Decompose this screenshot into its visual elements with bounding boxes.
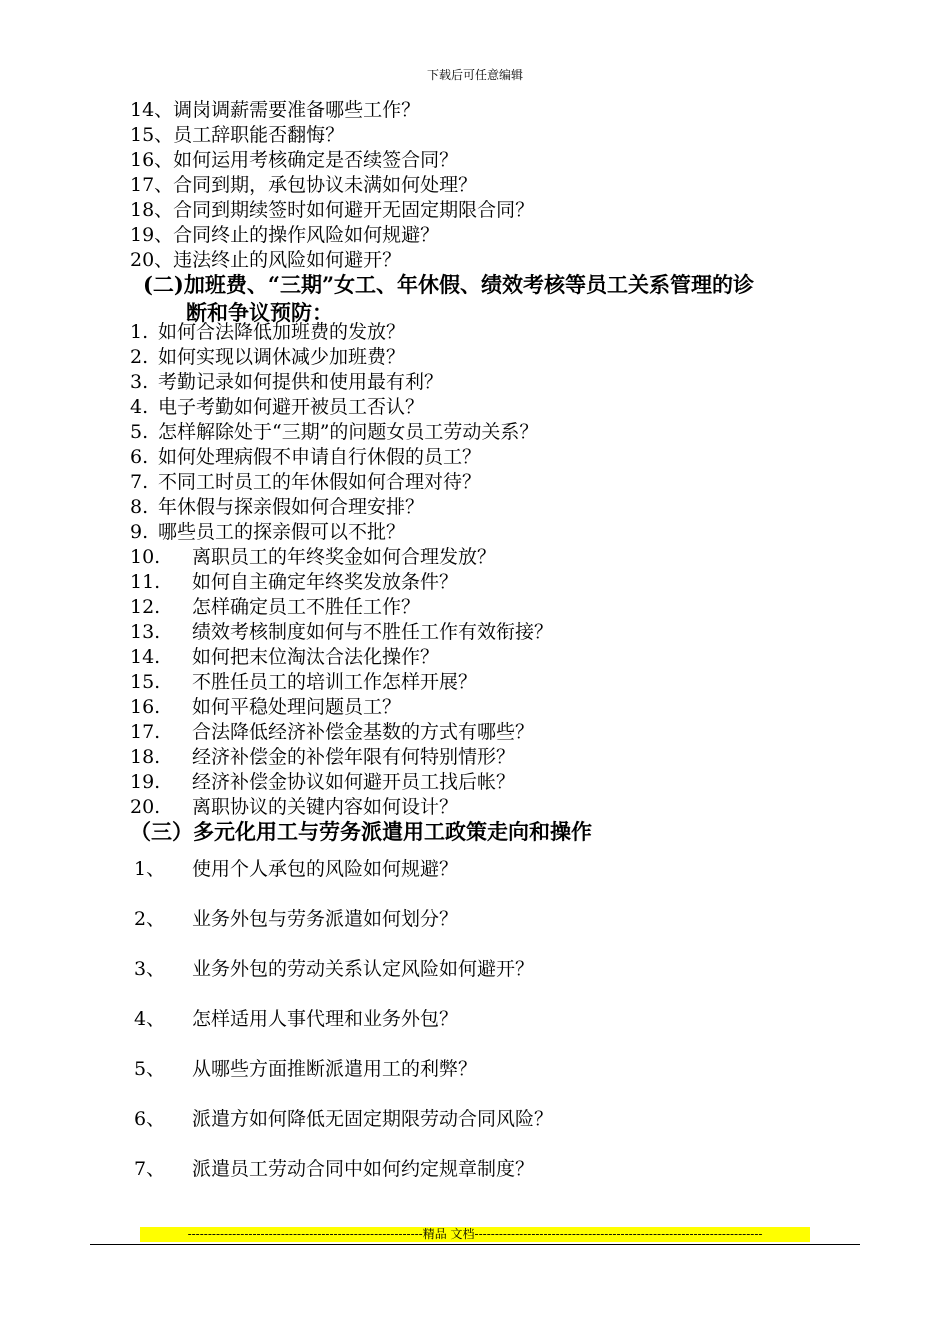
item-number: 8.	[130, 496, 149, 518]
section1-list	[130, 98, 890, 273]
item-text: 如何处理病假不申请自行休假的员工？	[158, 446, 482, 468]
list-item: 14、调岗调薪需要准备哪些工作？	[130, 99, 421, 121]
item-text: 考勤记录如何提供和使用最有利？	[158, 371, 444, 393]
item-number: 7、	[134, 1158, 166, 1180]
item-number: 5、	[134, 1058, 166, 1080]
section3-list	[130, 857, 890, 1207]
item-text: 绩效考核制度如何与不胜任工作有效衔接？	[192, 621, 554, 643]
footer-divider	[90, 1244, 860, 1245]
item-number: 11.	[130, 571, 161, 593]
item-number: 19.	[130, 771, 161, 793]
list-item	[130, 570, 890, 595]
list-item	[130, 745, 890, 770]
list-item	[130, 620, 890, 645]
list-item	[130, 720, 890, 745]
section2-heading-line1: (二)加班费、“三期”女工、年休假、绩效考核等员工关系管理的诊	[143, 272, 755, 297]
list-item	[130, 345, 890, 370]
item-text: 不胜任员工的培训工作怎样开展？	[192, 671, 478, 693]
item-text: 经济补偿金的补偿年限有何特别情形？	[192, 746, 516, 768]
list-item: 17、合同到期，承包协议未满如何处理？	[130, 174, 478, 196]
item-text: 业务外包与劳务派遣如何划分？	[192, 908, 459, 930]
item-text: 派遣员工劳动合同中如何约定规章制度？	[192, 1158, 535, 1180]
list-item: 15、员工辞职能否翻悔？	[130, 124, 345, 146]
item-text: 不同工时员工的年休假如何合理对待？	[158, 471, 482, 493]
section2-heading-line2: 断和争议预防：	[186, 300, 333, 325]
item-number: 3、	[134, 958, 166, 980]
item-number: 12.	[130, 596, 161, 618]
item-number: 9.	[130, 521, 149, 543]
item-number: 4、	[134, 1008, 166, 1030]
section2-heading	[143, 271, 883, 327]
item-number: 2、	[134, 908, 166, 930]
item-text: 如何实现以调休减少加班费？	[158, 346, 406, 368]
list-item	[130, 420, 890, 445]
item-text: 怎样适用人事代理和业务外包？	[192, 1008, 459, 1030]
item-text: 如何把末位淘汰合法化操作？	[192, 646, 440, 668]
item-text: 经济补偿金协议如何避开员工找后帐？	[192, 771, 516, 793]
list-item	[130, 1057, 890, 1107]
list-item	[130, 370, 890, 395]
section2-list	[130, 320, 890, 820]
list-item: 19、合同终止的操作风险如何规避？	[130, 224, 440, 246]
list-item	[130, 957, 890, 1007]
item-number: 1、	[134, 858, 166, 880]
header-note: 下载后可任意编辑	[426, 68, 523, 82]
list-item	[130, 495, 890, 520]
item-text: 离职员工的年终奖金如何合理发放？	[192, 546, 497, 568]
list-item	[130, 770, 890, 795]
item-number: 6.	[130, 446, 149, 468]
item-text: 怎样确定员工不胜任工作？	[192, 596, 421, 618]
list-item	[130, 445, 890, 470]
item-text: 如何平稳处理问题员工？	[192, 696, 402, 718]
list-item	[130, 670, 890, 695]
item-text: 合法降低经济补偿金基数的方式有哪些？	[192, 721, 535, 743]
item-number: 7.	[130, 471, 149, 493]
item-text: 离职协议的关键内容如何设计？	[192, 796, 459, 818]
list-item	[130, 320, 890, 345]
item-number: 18.	[130, 746, 161, 768]
section3-heading: （三）多元化用工与劳务派遣用工政策走向和操作	[130, 819, 592, 844]
list-item: 16、如何运用考核确定是否续签合同？	[130, 149, 459, 171]
list-item	[130, 857, 890, 907]
list-item: 20、违法终止的风险如何避开？	[130, 249, 402, 271]
item-number: 20.	[130, 796, 161, 818]
item-text: 从哪些方面推断派遣用工的利弊？	[192, 1058, 478, 1080]
item-number: 3.	[130, 371, 149, 393]
list-item	[130, 395, 890, 420]
item-text: 如何自主确定年终奖发放条件？	[192, 571, 459, 593]
item-number: 1.	[130, 321, 149, 343]
item-number: 13.	[130, 621, 161, 643]
list-item	[130, 907, 890, 957]
item-text: 使用个人承包的风险如何规避？	[192, 858, 459, 880]
item-text: 如何合法降低加班费的发放？	[158, 321, 406, 343]
list-item	[130, 795, 890, 820]
list-item	[130, 1157, 890, 1207]
item-text: 怎样解除处于“三期”的问题女员工劳动关系？	[158, 421, 539, 443]
item-number: 10.	[130, 546, 161, 568]
list-item	[130, 595, 890, 620]
item-number: 15.	[130, 671, 161, 693]
footer-band: ----------------------------------------------------------精品 文档-----------------------------------------------------------------------	[140, 1227, 810, 1242]
item-number: 16.	[130, 696, 161, 718]
item-number: 5.	[130, 421, 149, 443]
list-item: 18、合同到期续签时如何避开无固定期限合同？	[130, 199, 535, 221]
item-text: 年休假与探亲假如何合理安排？	[158, 496, 425, 518]
item-number: 2.	[130, 346, 149, 368]
list-item	[130, 1107, 890, 1157]
item-number: 14.	[130, 646, 161, 668]
list-item	[130, 695, 890, 720]
list-item	[130, 545, 890, 570]
list-item	[130, 470, 890, 495]
list-item	[130, 520, 890, 545]
list-item	[130, 645, 890, 670]
item-number: 17.	[130, 721, 161, 743]
item-number: 4.	[130, 396, 149, 418]
item-text: 业务外包的劳动关系认定风险如何避开？	[192, 958, 535, 980]
item-text: 电子考勤如何避开被员工否认？	[158, 396, 425, 418]
item-text: 派遣方如何降低无固定期限劳动合同风险？	[192, 1108, 554, 1130]
item-number: 6、	[134, 1108, 166, 1130]
item-text: 哪些员工的探亲假可以不批？	[158, 521, 406, 543]
list-item	[130, 1007, 890, 1057]
